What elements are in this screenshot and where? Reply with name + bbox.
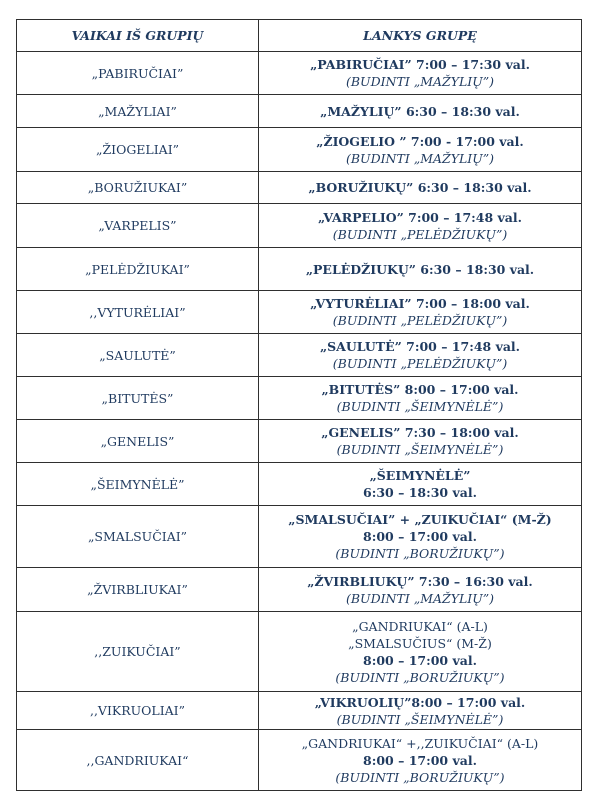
schedule-line: „ŠEIMYNĖLĖ” [369,468,471,483]
attending-group-cell [259,52,582,95]
table-row [17,291,582,334]
schedule-table [16,19,582,791]
schedule-line: „VIKRUOLIŲ”8:00 – 17:00 val. [314,694,526,710]
table-row [17,692,582,730]
schedule-line: 8:00 – 17:00 val. [363,529,477,544]
attending-group-cell [259,204,582,248]
attending-group-cell [259,420,582,463]
schedule-line: „SMALSUČIAI” + „ZUIKUČIAI“ (M-Ž) [288,512,552,527]
schedule-line: „GANDRIUKAI“ (A-L) [352,618,488,634]
schedule-line: 8:00 – 17:00 val. [363,652,477,668]
attending-group-cell [259,692,582,730]
schedule-line: (BUDINTI „ŠEIMYNĖLĖ”) [336,711,504,727]
header-row [17,20,582,52]
schedule-rows [17,52,582,791]
group-name-cell: „PABIRUČIAI” [17,52,259,95]
schedule-line: „BITUTĖS” 8:00 – 17:00 val. [321,382,519,397]
table-row [17,568,582,612]
schedule-line: (BUDINTI „ŠEIMYNĖLĖ”) [336,399,504,414]
group-name-cell: ,,VIKRUOLIAI” [17,692,259,730]
group-name-cell: „MAŽYLIAI” [17,95,259,128]
header-children-from-groups: VAIKAI IŠ GRUPIŲ [17,20,259,52]
group-name-cell: „PELĖDŽIUKAI” [17,248,259,291]
schedule-line: (BUDINTI „PELĖDŽIUKŲ”) [332,356,508,371]
group-name-cell: „BITUTĖS” [17,377,259,420]
attending-group-cell [259,730,582,791]
attending-group-cell [259,172,582,204]
schedule-line: „ŽVIRBLIUKŲ” 7:30 – 16:30 val. [307,573,533,589]
schedule-line: „MAŽYLIŲ” 6:30 – 18:30 val. [320,103,520,119]
table-row [17,204,582,248]
table-row [17,506,582,568]
schedule-line: 8:00 – 17:00 val. [363,752,477,768]
attending-group-cell [259,291,582,334]
table-row [17,334,582,377]
attending-group-cell [259,463,582,506]
table-row [17,377,582,420]
attending-group-cell [259,506,582,568]
group-name-cell: ,,GANDRIUKAI“ [17,730,259,791]
schedule-line: „ŽIOGELIO ” 7:00 - 17:00 val. [316,133,524,149]
table-row [17,52,582,95]
attending-group-cell [259,95,582,128]
group-name-cell: „ŠEIMYNĖLĖ” [17,463,259,506]
schedule-line: „PABIRUČIAI” 7:00 – 17:30 val. [310,57,530,72]
schedule-line: „SMALSUČIUS“ (M-Ž) [348,635,492,651]
schedule-line: (BUDINTI „MAŽYLIŲ”) [345,150,495,166]
header-will-attend-group: LANKYS GRUPĘ [259,20,582,52]
table-row [17,420,582,463]
attending-group-cell [259,377,582,420]
table-row [17,172,582,204]
attending-group-cell [259,568,582,612]
group-name-cell: ,,VYTURĖLIAI” [17,291,259,334]
attending-group-cell [259,334,582,377]
schedule-line: (BUDINTI „MAŽYLIŲ”) [345,590,495,606]
schedule-line: „GANDRIUKAI“ +,,ZUIKUČIAI“ (A-L) [301,735,539,751]
table-row [17,730,582,791]
schedule-line: (BUDINTI „PELĖDŽIUKŲ”) [332,313,508,328]
group-name-cell: „SMALSUČIAI” [17,506,259,568]
group-name-cell: ,,ZUIKUČIAI” [17,612,259,692]
schedule-line: (BUDINTI „PELĖDŽIUKŲ”) [332,226,508,242]
schedule-line: „SAULUTĖ” 7:00 – 17:48 val. [319,339,521,354]
schedule-line: (BUDINTI „BORUŽIUKŲ”) [335,669,505,685]
schedule-line: (BUDINTI „ŠEIMYNĖLĖ”) [336,442,504,457]
group-name-cell: „GENELIS” [17,420,259,463]
group-name-cell: „SAULUTĖ” [17,334,259,377]
attending-group-cell [259,248,582,291]
attending-group-cell [259,612,582,692]
schedule-line: (BUDINTI „BORUŽIUKŲ”) [335,769,505,785]
table-row [17,95,582,128]
schedule-line: 6:30 – 18:30 val. [363,485,477,500]
schedule-line: „GENELIS” 7:30 – 18:00 val. [321,425,519,440]
table-row [17,463,582,506]
schedule-line: „BORUŽIUKŲ” 6:30 – 18:30 val. [308,180,532,195]
schedule-line: (BUDINTI „BORUŽIUKŲ”) [335,546,505,561]
group-name-cell: „VARPELIS” [17,204,259,248]
group-name-cell: „ŽIOGELIAI” [17,128,259,172]
group-name-cell: „BORUŽIUKAI” [17,172,259,204]
schedule-line: „VARPELIO” 7:00 – 17:48 val. [317,209,523,225]
table-row [17,612,582,692]
schedule-line: (BUDINTI „MAŽYLIŲ”) [345,74,495,89]
table-row [17,128,582,172]
schedule-line: „PELĖDŽIUKŲ” 6:30 – 18:30 val. [305,261,535,277]
group-name-cell: „ŽVIRBLIUKAI” [17,568,259,612]
attending-group-cell [259,128,582,172]
table-row [17,248,582,291]
schedule-line: „VYTURĖLIAI” 7:00 – 18:00 val. [310,296,530,311]
